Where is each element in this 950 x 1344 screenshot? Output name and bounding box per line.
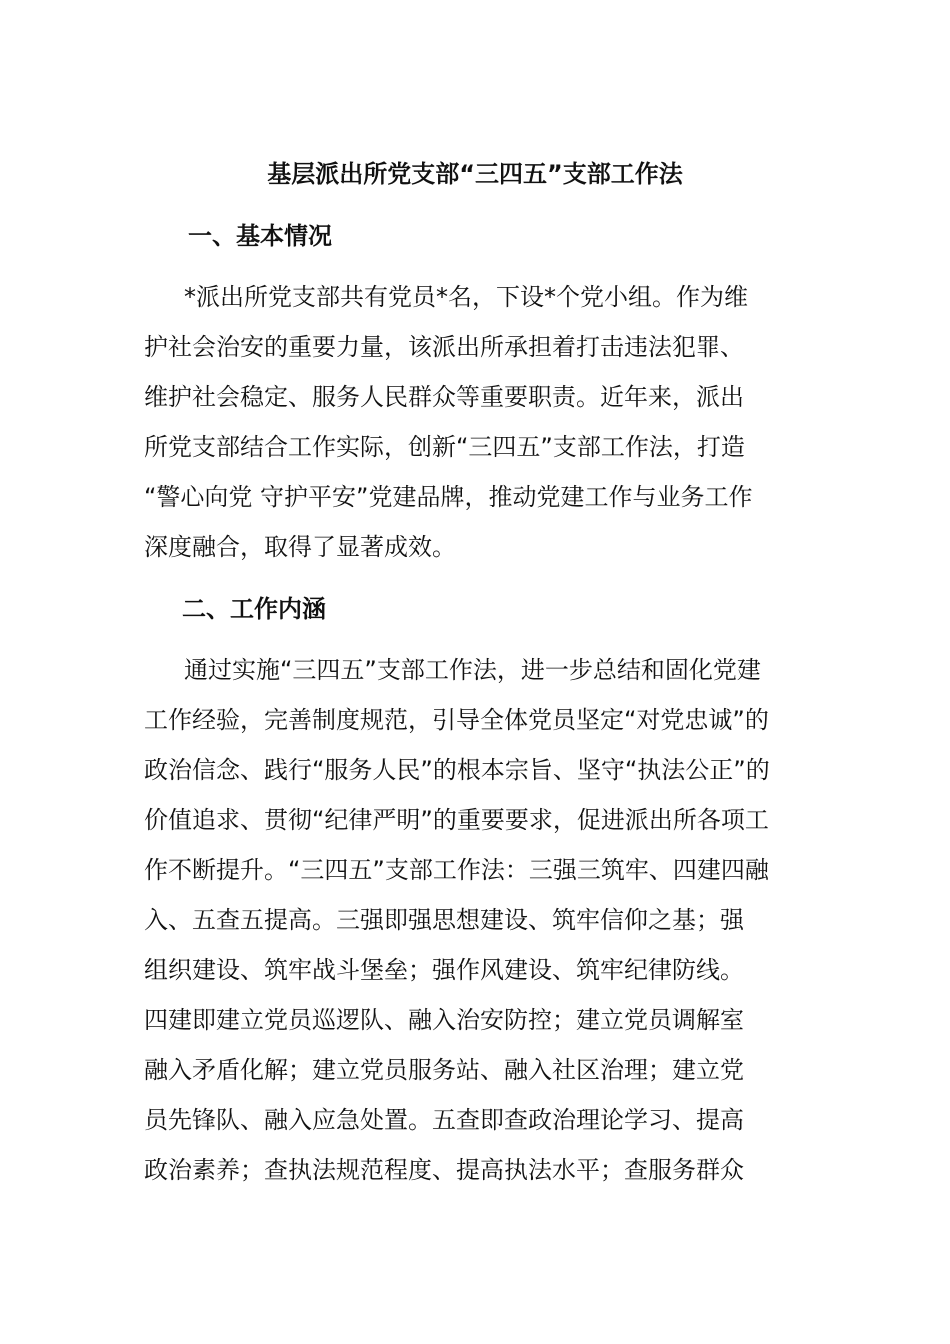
section-heading-basic-info: 一、基本情况 <box>188 222 332 250</box>
paragraph-work-connotation <box>144 645 808 1195</box>
text-line: 融入矛盾化解；建立党员服务站、融入社区治理；建立党 <box>144 1056 744 1084</box>
text-line: 政治素养；查执法规范程度、提高执法水平；查服务群众 <box>144 1156 744 1184</box>
text-line: *派出所党支部共有党员*名，下设*个党小组。作为维 <box>184 283 748 311</box>
text-line: 价值追求、贯彻“纪律严明”的重要要求，促进派出所各项工 <box>144 806 769 834</box>
text-line: 组织建设、筑牢战斗堡垒；强作风建设、筑牢纪律防线。 <box>144 956 744 984</box>
text-line: “警心向党 守护平安”党建品牌，推动党建工作与业务工作 <box>144 483 753 511</box>
text-line: 作不断提升。“三四五”支部工作法：三强三筑牢、四建四融 <box>144 856 769 884</box>
text-line: 入、五查五提高。三强即强思想建设、筑牢信仰之基；强 <box>144 906 744 934</box>
text-line: 维护社会稳定、服务人民群众等重要职责。近年来，派出 <box>144 383 744 411</box>
paragraph-basic-info <box>144 272 808 572</box>
section-heading-work-connotation: 二、工作内涵 <box>182 595 326 623</box>
document-title: 基层派出所党支部“三四五”支部工作法 <box>267 160 683 188</box>
text-line: 工作经验，完善制度规范，引导全体党员坚定“对党忠诚”的 <box>144 706 769 734</box>
text-line: 通过实施“三四五”支部工作法，进一步总结和固化党建 <box>184 656 761 684</box>
text-line: 员先锋队、融入应急处置。五查即查政治理论学习、提高 <box>144 1106 744 1134</box>
text-line: 护社会治安的重要力量，该派出所承担着打击违法犯罪、 <box>144 333 744 361</box>
text-line: 四建即建立党员巡逻队、融入治安防控；建立党员调解室 <box>144 1006 744 1034</box>
text-line: 政治信念、践行“服务人民”的根本宗旨、坚守“执法公正”的 <box>144 756 770 784</box>
text-line: 所党支部结合工作实际，创新“三四五”支部工作法，打造 <box>144 433 745 461</box>
text-line: 深度融合，取得了显著成效。 <box>144 533 456 561</box>
